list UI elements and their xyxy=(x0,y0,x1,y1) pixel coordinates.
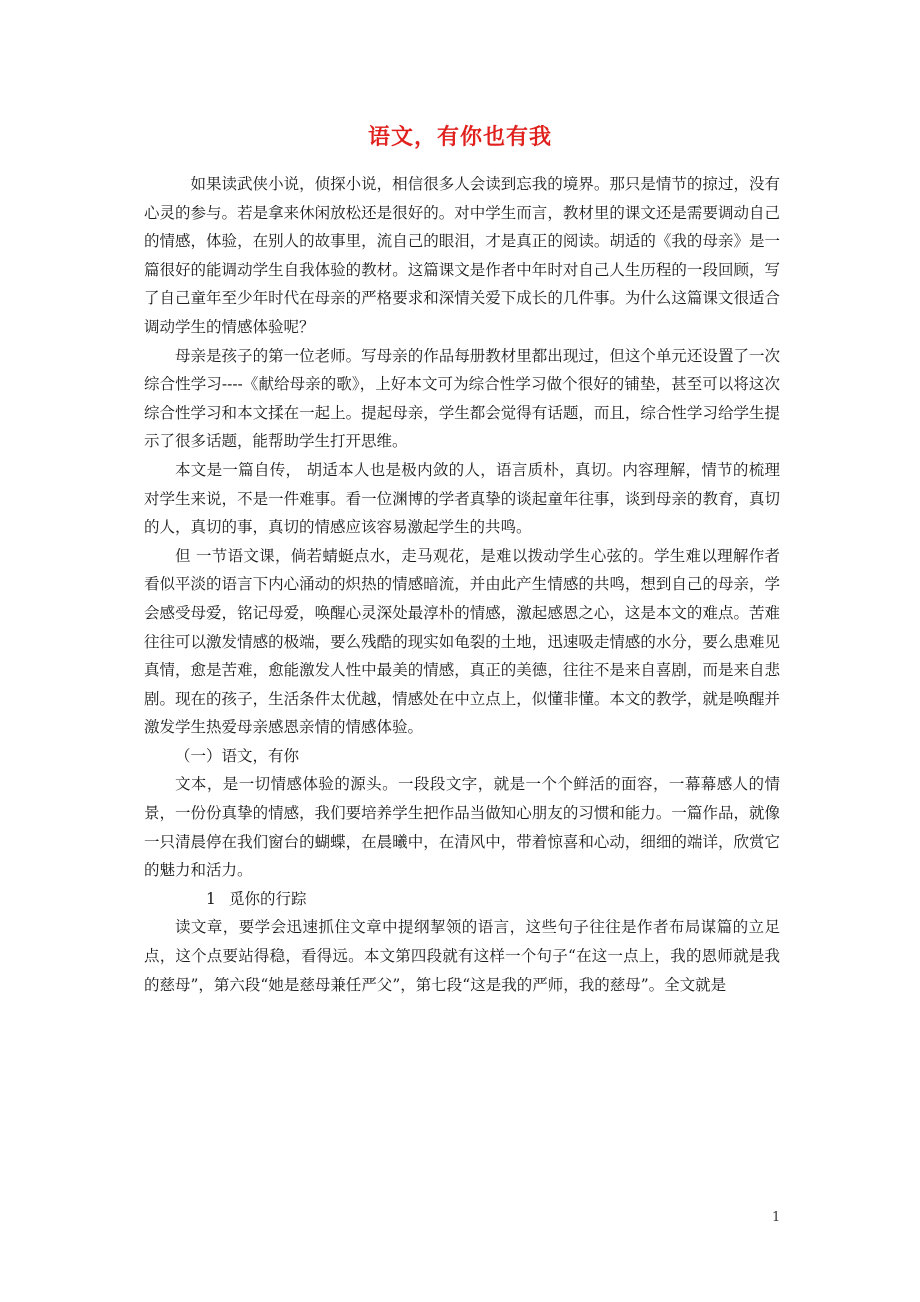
subheading xyxy=(144,885,780,914)
page-title: 语文，有你也有我 xyxy=(367,124,552,150)
paragraph: 读文章，要学会迅速抓住文章中提纲挈领的语言，这些句子往往是作者布局谋篇的立足点，这个点要站得稳，看得远。本文第四段就有这样一个句子“在这一点上，我的恩师就是我的慈母”，第六段“她是慈母兼任严父”，第七段“这是我的严师，我的慈母”。全文就是 xyxy=(144,918,780,994)
paragraph: 如果读武侠小说，侦探小说，相信很多人会读到忘我的境界。那只是情节的掠过，没有心灵的参与。若是拿来休闲放松还是很好的。对中学生而言，教材里的课文还是需要调动自己的情感，体验，在别人的故事里，流自己的眼泪，才是真正的阅读。胡适的《我的母亲》是一篇很好的能调动学生自我体验的教材。这篇课文是作者中年时对自己人生历程的一段回顾，写了自己童年至少年时代在母亲的严格要求和深情关爱下成长的几件事。为什么这篇课文很适合调动学生的情感体验呢？ xyxy=(144,175,780,336)
document-body xyxy=(144,170,780,999)
subheading-text: 觅你的行踪 xyxy=(229,889,307,908)
section-heading: （一）语文，有你 xyxy=(175,746,300,765)
page-number: 1 xyxy=(772,1210,781,1225)
paragraph: 母亲是孩子的第一位老师。写母亲的作品每册教材里都出现过，但这个单元还设置了一次综合性学习----《献给母亲的歌》，上好本文可为综合性学习做个很好的铺垫，甚至可以将这次综合性学习和本文揉在一起上。提起母亲，学生都会觉得有话题，而且，综合性学习给学生提示了很多话题，能帮助学生打开思维。 xyxy=(144,346,780,451)
paragraph: 但 一节语文课，倘若蜻蜓点水，走马观花，是难以拨动学生心弦的。学生难以理解作者看似平淡的语言下内心涌动的炽热的情感暗流，并由此产生情感的共鸣，想到自己的母亲，学会感受母爱，铭记母爱，唤醒心灵深处最淳朴的情感，激起感恩之心，这是本文的难点。苦难往往可以激发情感的极端，要么残酷的现实如龟裂的土地，迅速吸走情感的水分，要么患难见真情，愈是苦难，愈能激发人性中最美的情感，真正的美德，往往不是来自喜剧，而是来自悲剧。现在的孩子，生活条件太优越，情感处在中立点上，似懂非懂。本文的教学，就是唤醒并激发学生热爱母亲感恩亲情的情感体验。 xyxy=(144,546,780,737)
paragraph: 本文是一篇自传， 胡适本人也是极内敛的人，语言质朴，真切。内容理解，情节的梳理对学生来说，不是一件难事。看一位渊博的学者真挚的谈起童年往事，谈到母亲的教育，真切的人，真切的事，真切的情感应该容易激起学生的共鸣。 xyxy=(144,460,780,537)
subheading-number: 1 xyxy=(206,889,216,908)
paragraph: 文本，是一切情感体验的源头。一段段文字，就是一个个鲜活的面容，一幕幕感人的情景，一份份真挚的情感，我们要培养学生把作品当做知心朋友的习惯和能力。一篇作品，就像一只清晨停在我们窗台的蝴蝶，在晨曦中，在清风中，带着惊喜和心动，细细的端详，欣赏它的魅力和活力。 xyxy=(144,775,780,880)
